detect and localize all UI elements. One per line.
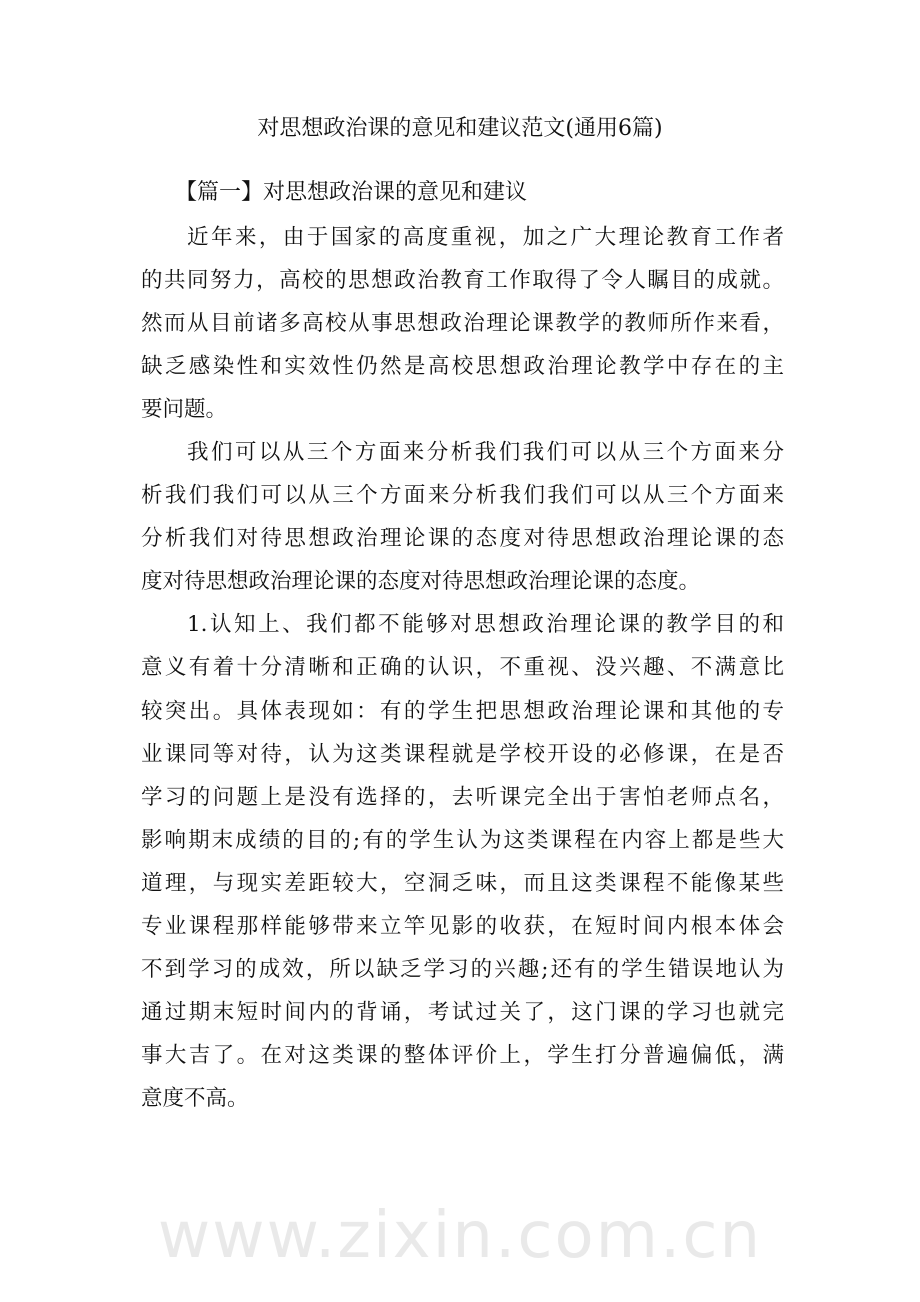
text-line: 分析我们对待思想政治理论课的态度对待思想政治理论课的态 — [141, 526, 784, 552]
paragraph — [141, 437, 784, 609]
text-line: 度对待思想政治理论课的态度对待思想政治理论课的态度。 — [141, 569, 701, 595]
text-line: 较突出。具体表现如：有的学生把思想政治理论课和其他的专 — [141, 698, 784, 724]
document-body — [141, 222, 784, 1126]
text-line: 道理，与现实差距较大，空洞乏味，而且这类课程不能像某些 — [141, 870, 784, 896]
text-line: 要问题。 — [141, 397, 228, 423]
text-line: 1.认知上、我们都不能够对思想政治理论课的教学目的和 — [187, 612, 784, 638]
text-line: 通过期末短时间内的背诵，考试过关了，这门课的学习也就完 — [141, 999, 784, 1025]
text-line: 业课同等对待，认为这类课程就是学校开设的必修课，在是否 — [141, 741, 784, 767]
text-line: 专业课程那样能够带来立竿见影的收获，在短时间内根本体会 — [141, 913, 784, 939]
text-line: 意度不高。 — [141, 1085, 249, 1111]
text-line: 的共同努力，高校的思想政治教育工作取得了令人瞩目的成就。 — [141, 268, 784, 294]
text-line: 近年来，由于国家的高度重视，加之广大理论教育工作者 — [187, 225, 784, 250]
paragraph — [141, 609, 784, 1126]
text-line: 事大吉了。在对这类课的整体评价上，学生打分普遍偏低，满 — [141, 1042, 784, 1068]
document-title: 对思想政治课的意见和建议范文(通用6篇) — [257, 116, 663, 141]
text-line: 意义有着十分清晰和正确的认识，不重视、没兴趣、不满意比 — [141, 655, 784, 681]
text-line: 影响期末成绩的目的;有的学生认为这类课程在内容上都是些大 — [141, 827, 784, 853]
paragraph — [141, 222, 784, 437]
text-line: 然而从目前诸多高校从事思想政治理论课教学的教师所作来看， — [141, 311, 784, 337]
watermark: www.zixin.com.cn — [157, 1199, 763, 1273]
text-line: 析我们我们可以从三个方面来分析我们我们可以从三个方面来 — [141, 483, 784, 509]
text-line: 不到学习的成效，所以缺乏学习的兴趣;还有的学生错误地认为 — [141, 956, 784, 982]
text-line: 学习的问题上是没有选择的，去听课完全出于害怕老师点名， — [141, 784, 784, 810]
text-line: 我们可以从三个方面来分析我们我们可以从三个方面来分 — [187, 440, 784, 466]
section-heading: 【篇一】对思想政治课的意见和建议 — [175, 180, 528, 205]
text-line: 缺乏感染性和实效性仍然是高校思想政治理论教学中存在的主 — [141, 354, 784, 380]
